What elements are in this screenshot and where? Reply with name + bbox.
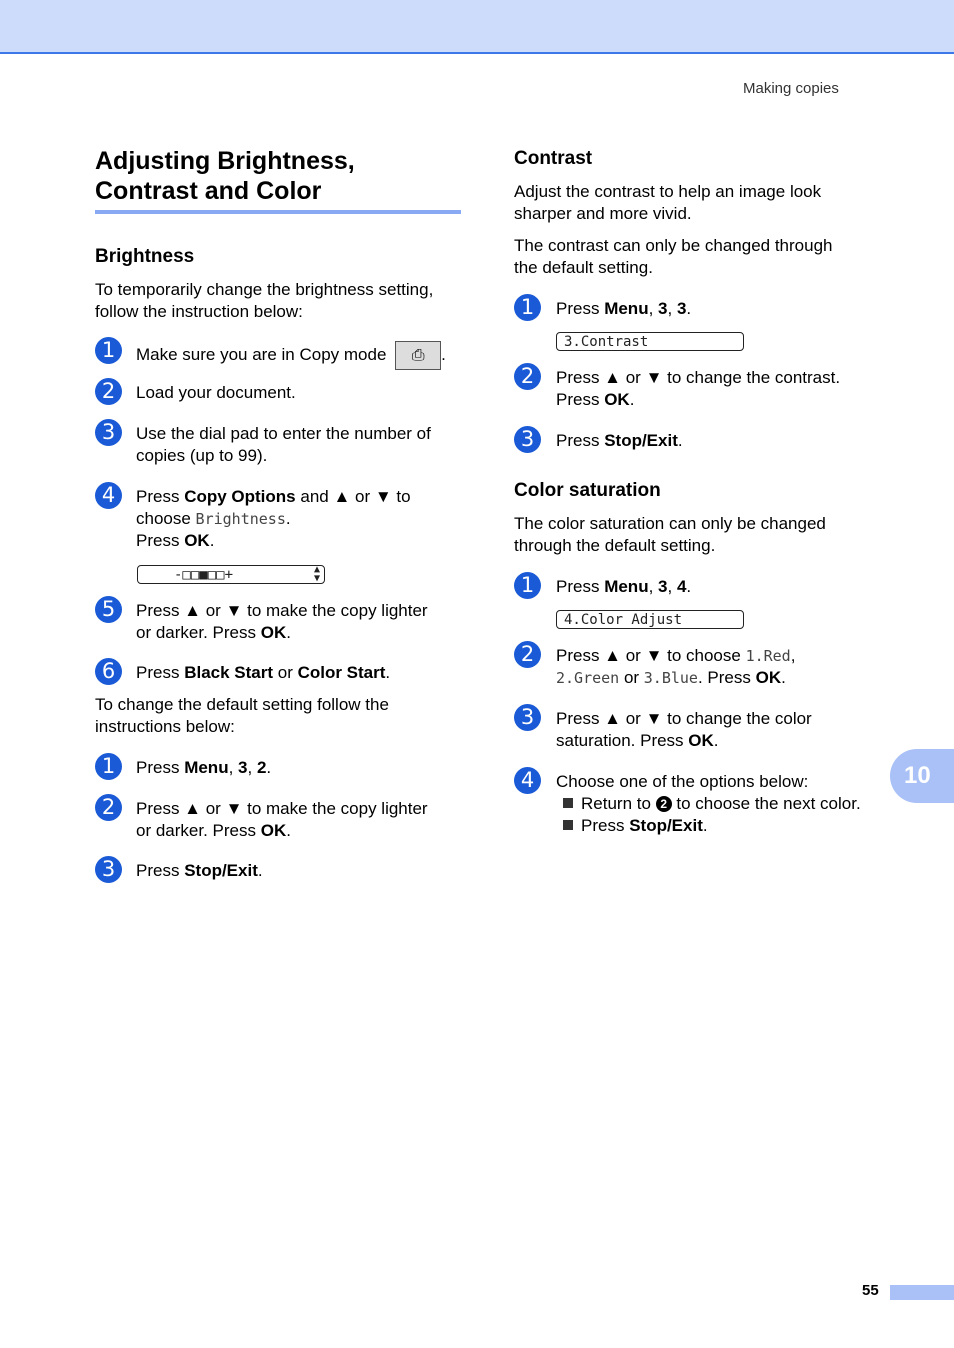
step-number: 1 — [95, 753, 122, 780]
brightness-step-4: Press Copy Options and ▲ or ▼ to choose Brightness. Press OK. — [136, 487, 411, 550]
brightness-step-6: Press Black Start or Color Start. — [136, 663, 391, 682]
brightness-lcd: -□□■□□+ ▲ ▼ — [137, 565, 325, 584]
contrast-step-1: Press Menu, 3, 3. — [556, 299, 692, 318]
brightness-step-5: Press ▲ or ▼ to make the copy lighter or darker. Press OK. — [136, 601, 428, 642]
title-rule — [95, 210, 461, 214]
page-number-bar — [890, 1285, 954, 1300]
default-step-3: Press Stop/Exit. — [136, 861, 263, 880]
step-number: 1 — [514, 294, 541, 321]
contrast-step-3: Press Stop/Exit. — [556, 431, 683, 450]
default-setting-intro: To change the default setting follow the instructions below: — [95, 695, 389, 736]
brightness-step-2: Load your document. — [136, 383, 296, 402]
default-step-1: Press Menu, 3, 2. — [136, 758, 272, 777]
step-number: 3 — [514, 426, 541, 453]
up-down-arrows-icon: ▲ ▼ — [313, 564, 320, 584]
color-lcd: 4.Color Adjust — [556, 610, 744, 629]
brightness-intro: To temporarily change the brightness setting, follow the instruction below: — [95, 280, 434, 321]
bullet-icon — [563, 798, 573, 808]
header-bar — [0, 0, 954, 54]
step-number: 4 — [514, 767, 541, 794]
step-number: 3 — [514, 704, 541, 731]
page-number: 55 — [862, 1282, 879, 1299]
page-title: Adjusting Brightness, Contrast and Color — [95, 147, 355, 205]
step-number: 1 — [95, 337, 122, 364]
step-number: 2 — [95, 378, 122, 405]
list-item: Return to 2 to choose the next color. — [556, 793, 861, 815]
contrast-intro: Adjust the contrast to help an image look sharper and more vivid. — [514, 182, 822, 223]
contrast-lcd: 3.Contrast — [556, 332, 744, 351]
color-saturation-intro: The color saturation can only be changed through the default setting. — [514, 514, 826, 555]
step-number: 4 — [95, 482, 122, 509]
brightness-heading: Brightness — [95, 246, 195, 267]
copy-mode-icon: ⎙ — [395, 341, 441, 370]
default-step-2: Press ▲ or ▼ to make the copy lighter or darker. Press OK. — [136, 799, 428, 840]
step-number: 3 — [95, 856, 122, 883]
step-number: 3 — [95, 419, 122, 446]
color-step-3: Press ▲ or ▼ to change the color saturation. Press OK. — [556, 709, 812, 750]
step-number: 2 — [514, 363, 541, 390]
step-ref-badge: 2 — [656, 796, 672, 812]
step-number: 5 — [95, 596, 122, 623]
brightness-step-1: Make sure you are in Copy mode ⎙ . — [136, 341, 446, 370]
list-item: Press Stop/Exit. — [556, 815, 861, 837]
color-step-2: Press ▲ or ▼ to choose 1.Red, 2.Green or 3.Blue. Press OK. — [556, 646, 796, 687]
step-number: 6 — [95, 658, 122, 685]
contrast-step-2: Press ▲ or ▼ to change the contrast. Press OK. — [556, 368, 841, 409]
running-header: Making copies — [743, 80, 839, 97]
step-number: 1 — [514, 572, 541, 599]
color-step-4: Choose one of the options below: Return to 2 to choose the next color. Press Stop/Exit. — [556, 772, 861, 835]
step-number: 2 — [95, 794, 122, 821]
step-number: 2 — [514, 641, 541, 668]
contrast-heading: Contrast — [514, 148, 593, 169]
contrast-note: The contrast can only be changed through the default setting. — [514, 236, 833, 277]
chapter-tab: 10 — [890, 749, 954, 803]
brightness-step-3: Use the dial pad to enter the number of copies (up to 99). — [136, 424, 431, 465]
bullet-icon — [563, 820, 573, 830]
color-step-1: Press Menu, 3, 4. — [556, 577, 692, 596]
color-saturation-heading: Color saturation — [514, 480, 661, 501]
